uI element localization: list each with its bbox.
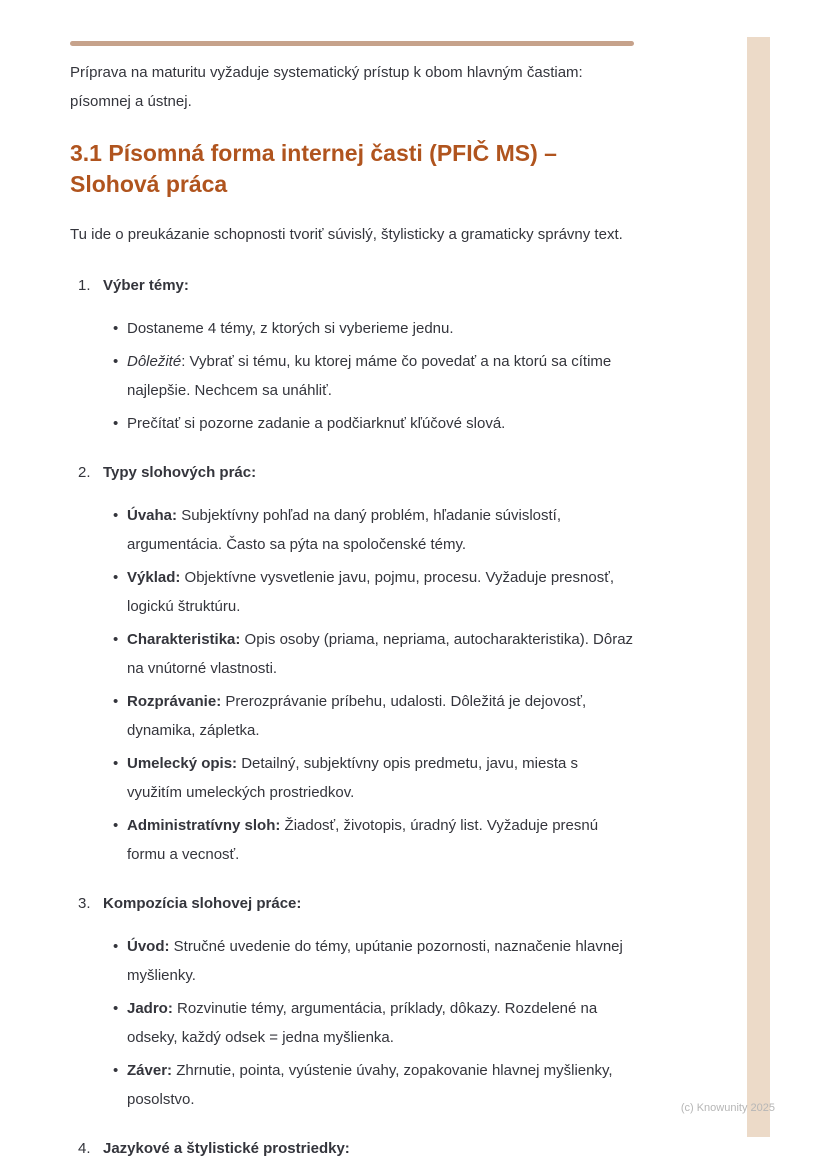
list-item [70, 458, 636, 879]
bold-term: Úvaha: [127, 507, 178, 524]
bullet-icon [113, 347, 127, 405]
bullet-item [113, 625, 636, 683]
bullet-list [103, 501, 636, 869]
bullet-text: Rozprávanie: Prerozprávanie príbehu, udalosti. Dôležitá je dejovosť, dynamika, zápletka. [127, 693, 587, 739]
bullet-text: Umelecký opis: Detailný, subjektívny opis predmetu, javu, miesta s využitím umeleckých prostriedkov. [127, 755, 579, 801]
bullet-item [113, 811, 636, 869]
bullet-item [113, 932, 636, 990]
bullet-icon [113, 687, 127, 745]
bold-term: Výklad: [127, 569, 181, 586]
copyright-text: (c) Knowunity 2025 [680, 1102, 775, 1114]
bullet-icon [113, 1056, 127, 1114]
bullet-item [113, 994, 636, 1052]
bold-term: Rozprávanie: [127, 693, 222, 710]
lead-paragraph: Tu ide o preukázanie schopnosti tvoriť súvislý, štylisticky a gramaticky správny text. [70, 226, 623, 243]
list-number: 1. [78, 277, 91, 294]
bullet-item [113, 687, 636, 745]
bullet-text: Jadro: Rozvinutie témy, argumentácia, príklady, dôkazy. Rozdelené na odseky, každý odsek = jedna myšlienka. [127, 1000, 598, 1046]
bold-term: Úvod: [127, 938, 170, 955]
bullet-list [103, 932, 636, 1114]
bullet-item [113, 501, 636, 559]
bullet-icon [113, 409, 127, 438]
bullet-icon [113, 749, 127, 807]
list-number: 3. [78, 895, 91, 912]
right-edge-bar [747, 37, 770, 1137]
bold-term: Charakteristika: [127, 631, 241, 648]
bold-term: Administratívny sloh: [127, 817, 281, 834]
document-content [70, 58, 636, 1171]
list-item-title: Jazykové a štylistické prostriedky: [103, 1140, 350, 1157]
bold-term: Umelecký opis: [127, 755, 238, 772]
bullet-icon [113, 811, 127, 869]
bullet-item [113, 563, 636, 621]
bullet-text: Dôležité: Vybrať si tému, ku ktorej máme čo povedať a na ktorú sa cítime najlepšie. Nechcem sa unáhliť. [127, 353, 612, 399]
numbered-list [70, 271, 636, 1163]
bullet-icon [113, 563, 127, 621]
list-item [70, 271, 636, 448]
bullet-text: Úvod: Stručné uvedenie do témy, upútanie pozornosti, naznačenie hlavnej myšlienky. [127, 938, 623, 984]
bullet-icon [113, 625, 127, 683]
list-number: 2. [78, 464, 91, 481]
bullet-text: Úvaha: Subjektívny pohľad na daný problém, hľadanie súvislostí, argumentácia. Často sa pýta na spoločenské témy. [127, 507, 562, 553]
bullet-icon [113, 932, 127, 990]
bullet-text: Záver: Zhrnutie, pointa, vyústenie úvahy, zopakovanie hlavnej myšlienky, posolstvo. [127, 1062, 613, 1108]
bullet-icon [113, 501, 127, 559]
bullet-item [113, 347, 636, 405]
bullet-item [113, 749, 636, 807]
bold-term: Jadro: [127, 1000, 173, 1017]
list-item-title: Typy slohových prác: [103, 464, 257, 481]
bullet-text: Výklad: Objektívne vysvetlenie javu, pojmu, procesu. Vyžaduje presnosť, logickú štruktúru. [127, 569, 614, 615]
list-item-title: Výber témy: [103, 277, 189, 294]
bullet-text: Dostaneme 4 témy, z ktorých si vyberieme jednu. [127, 320, 454, 337]
bold-term: Záver: [127, 1062, 173, 1079]
bullet-icon [113, 994, 127, 1052]
bullet-item [113, 314, 636, 343]
list-number: 4. [78, 1140, 91, 1157]
bullet-text: Administratívny sloh: Žiadosť, životopis, úradný list. Vyžaduje presnú formu a vecnosť. [127, 817, 599, 863]
top-divider-bar [70, 41, 634, 46]
list-item [70, 1134, 636, 1163]
italic-term: Dôležité [127, 353, 182, 370]
bullet-icon [113, 314, 127, 343]
bullet-text: Prečítať si pozorne zadanie a podčiarknuť kľúčové slová. [127, 415, 506, 432]
list-item [70, 889, 636, 1124]
bullet-text: Charakteristika: Opis osoby (priama, nepriama, autocharakteristika). Dôraz na vnútorné vlastnosti. [127, 631, 634, 677]
intro-paragraph: Príprava na maturitu vyžaduje systematický prístup k obom hlavným častiam: písomnej a ústnej. [70, 64, 583, 110]
section-heading: 3.1 Písomná forma internej časti (PFIČ MS) – Slohová práca [70, 140, 557, 197]
bullet-item [113, 409, 636, 438]
bullet-list [103, 314, 636, 438]
list-item-title: Kompozícia slohovej práce: [103, 895, 302, 912]
bullet-item [113, 1056, 636, 1114]
